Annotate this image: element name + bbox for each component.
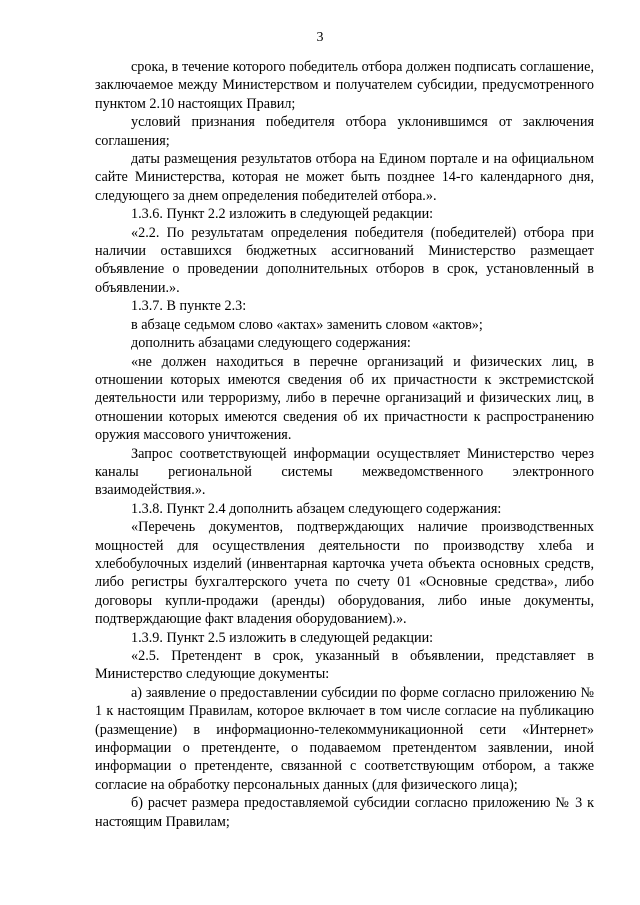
- paragraph: даты размещения результатов отбора на Едином портале и на официальном сайте Министерства, которая не может быть позднее 14-го календарного дня, следующего за днем определения победителей отбора.».: [95, 151, 594, 204]
- paragraph: срока, в течение которого победитель отбора должен подписать соглашение, заключаемое между Министерством и получателем субсидии, предусмотренного пунктом 2.10 настоящих Правил;: [95, 59, 594, 112]
- paragraph: «не должен находиться в перечне организаций и физических лиц, в отношении которых имеются сведения об их причастности к экстремистской деятельности или терроризму, либо в перечне организаций и физических лиц, в отношении которых имеются сведения об их причастности к распространению оружия массового уничтожения.: [95, 353, 594, 444]
- paragraph: «Перечень документов, подтверждающих наличие производственных мощностей для осуществления деятельности по производству хлеба и хлебобулочных изделий (инвентарная карточка учета объекта основных средств, либо регистры бухгалтерского учета по счету 01 «Основные средства», либо договоры купли-продажи (аренды) оборудования, либо иные документы, подтверждающие факт владения оборудованием).».: [95, 519, 594, 628]
- list-item: а) заявление о предоставлении субсидии по форме согласно приложению № 1 к настоящим Правилам, которое включает в том числе согласие на публикацию (размещение) в информационно-телекоммуникационной сети «Интернет» информации о претенденте, о подаваемом претендентом заявлении, иной информации о претенденте, связанной с соответствующим отбором, а также согласие на обработку персональных данных (для физического лица);: [95, 684, 594, 793]
- section-heading: 1.3.9. Пункт 2.5 изложить в следующей редакции:: [131, 629, 434, 646]
- list-item: б) расчет размера предоставляемой субсидии согласно приложению № 3 к настоящим Правилам;: [95, 795, 594, 830]
- paragraph: в абзаце седьмом слово «актах» заменить словом «актов»;: [131, 316, 483, 333]
- paragraph: «2.5. Претендент в срок, указанный в объявлении, представляет в Министерство следующие документы:: [95, 648, 594, 683]
- paragraph: «2.2. По результатам определения победителя (победителей) отбора при наличии оставшихся бюджетных ассигнований Министерство размещает объявление о проведении дополнительных отборов в срок, установленный в объявлении.».: [95, 224, 594, 296]
- paragraph: условий признания победителя отбора уклонившимся от заключения соглашения;: [95, 114, 594, 149]
- paragraph: дополнить абзацами следующего содержания:: [131, 335, 411, 352]
- section-heading: 1.3.7. В пункте 2.3:: [131, 298, 247, 315]
- page-number: 3: [316, 30, 324, 45]
- section-heading: 1.3.6. Пункт 2.2 изложить в следующей редакции:: [131, 206, 434, 223]
- document-body: [95, 58, 594, 831]
- section-heading: 1.3.8. Пункт 2.4 дополнить абзацем следующего содержания:: [131, 500, 502, 517]
- paragraph: Запрос соответствующей информации осуществляет Министерство через каналы региональной системы межведомственного электронного взаимодействия.».: [95, 445, 594, 499]
